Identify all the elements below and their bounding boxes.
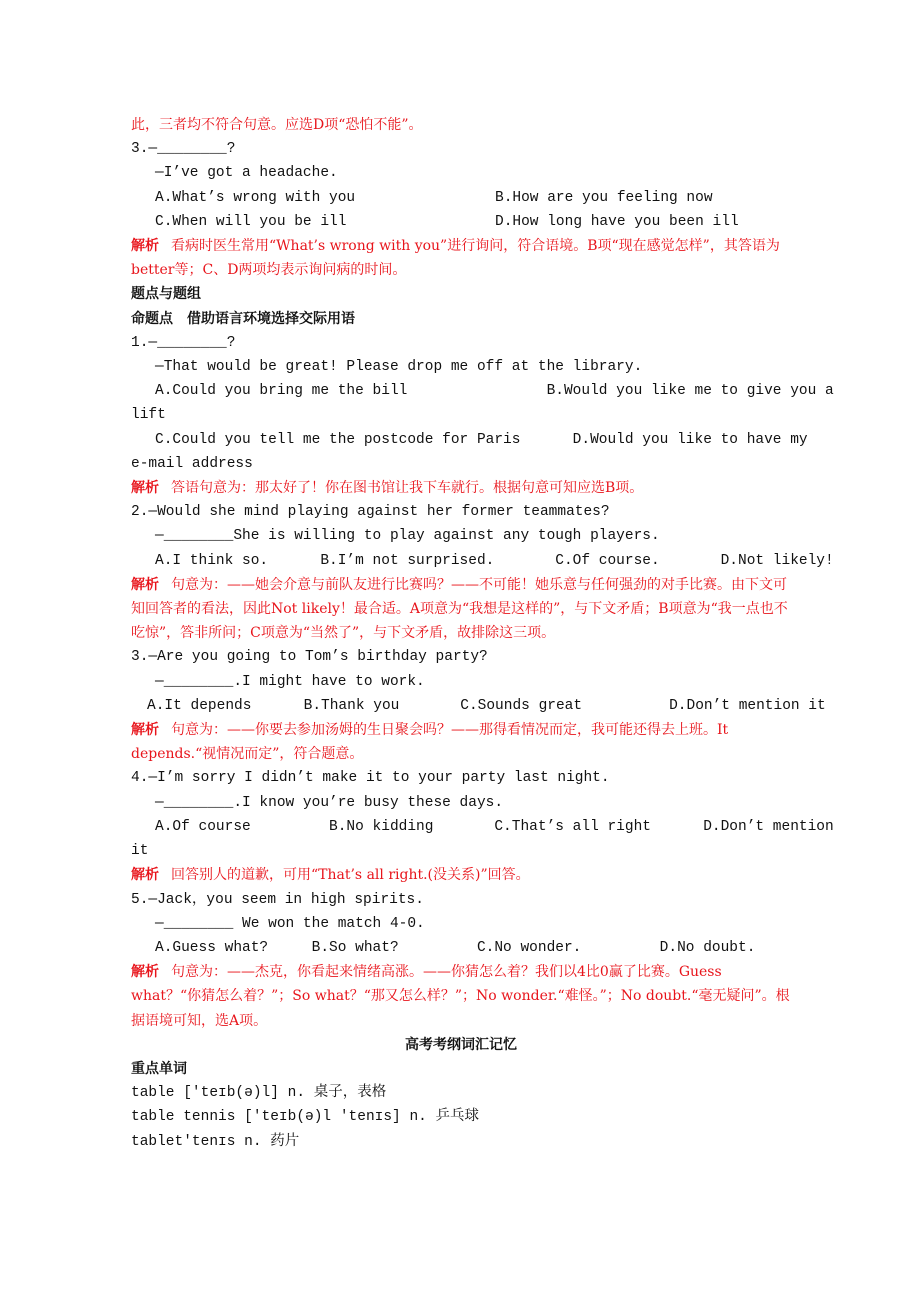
vocab-item: table ['teɪb(ə)l] n. 桌子，表格: [131, 1085, 387, 1102]
section-heading: 题点与题组: [131, 286, 201, 303]
option-a: A.What’s wrong with you: [155, 189, 356, 206]
q4-analysis: [131, 863, 791, 887]
q1-analysis: [131, 476, 791, 500]
question-3-analysis: [131, 234, 791, 282]
question-3-options-row2: [131, 210, 791, 234]
analysis-label: 解析: [131, 964, 159, 981]
q4-prompt: 4.—I’m sorry I didn’t make it to your party last night.: [131, 770, 610, 787]
analysis-label: 解析: [131, 576, 159, 593]
q5-prompt: 5.—Jack，you seem in high spirits.: [131, 891, 424, 908]
vocab-title: 高考考纲词汇记忆: [405, 1036, 517, 1053]
q2-options: A.I think so. B.I’m not surprised. C.Of course. D.Not likely!: [155, 552, 834, 569]
q1-answer: —That would be great! Please drop me off at the library.: [155, 359, 643, 376]
analysis-tail: 此，三者均不符合句意。应选D项“恐怕不能”。: [131, 117, 423, 133]
analysis-label: 解析: [131, 480, 159, 497]
q4-options-wrap: it: [131, 843, 149, 860]
analysis-text: 句意为：——杰克，你看起来情绪高涨。——你猜怎么着？我们以4比0赢了比赛。Guess what？“你猜怎么着？”；So what？“那又怎么样？”；No wonder.“难怪。”；No doubt.“毫无疑问”。根据语境可知，选A项。: [131, 964, 790, 1029]
analysis-text: 句意为：——她会介意与前队友进行比赛吗？——不可能！她乐意与任何强劲的对手比赛。由下文可知回答者的看法，因此Not likely！最合适。A项意为“我想是这样的”，与下文矛盾；B项意为“我一点也不吃惊”，答非所问；C项意为“当然了”，与下文矛盾，故排除这三项。: [131, 576, 788, 642]
q3-analysis: [131, 718, 791, 766]
document-page: [131, 113, 834, 1154]
q5-options: A.Guess what? B.So what? C.No wonder. D.No doubt.: [155, 939, 756, 956]
analysis-label: 解析: [131, 722, 159, 739]
q4-options: A.Of course B.No kidding C.That’s all right D.Don’t mention: [155, 818, 834, 835]
analysis-text: 回答别人的道歉，可用“That’s all right.(没关系)”回答。: [171, 867, 530, 884]
vocab-heading: 重点单词: [131, 1060, 187, 1077]
q4-answer: —________.I know you’re busy these days.: [155, 794, 504, 811]
q3-answer: —________.I might have to work.: [155, 673, 425, 690]
analysis-text: 答语句意为：那太好了！你在图书馆让我下车就行。根据句意可知应选B项。: [171, 480, 644, 497]
q1-options-line2: C.Could you tell me the postcode for Paris D.Would you like to have my: [155, 431, 808, 448]
option-c: C.When will you be ill: [155, 213, 347, 230]
q1-options-line1-wrap: lift: [131, 407, 166, 424]
question-3-options-row1: [131, 186, 791, 210]
analysis-text: 看病时医生常用“What’s wrong with you”进行询问，符合语境。B项“现在感觉怎样”，其答语为better等；C、D两项均表示询问病的时间。: [131, 238, 780, 279]
option-d: D.How long have you been ill: [495, 213, 739, 230]
q2-analysis: [131, 573, 791, 646]
analysis-text: 句意为：——你要去参加汤姆的生日聚会吗？——那得看情况而定，我可能还得去上班。It depends.“视情况而定”，符合题意。: [131, 722, 729, 763]
vocab-item: tablet'tenɪs n. 药片: [131, 1133, 300, 1150]
analysis-label: 解析: [131, 238, 159, 255]
q5-analysis: [131, 960, 791, 1033]
q3-options: A.It depends B.Thank you C.Sounds great D.Don’t mention it: [147, 697, 826, 714]
q1-options-line2-wrap: e-mail address: [131, 455, 253, 472]
option-b: B.How are you feeling now: [495, 189, 713, 206]
vocab-item: table tennis ['teɪb(ə)l 'tenɪs] n. 乒乓球: [131, 1109, 480, 1126]
question-3-prompt: 3.—________?: [131, 141, 236, 158]
analysis-label: 解析: [131, 867, 159, 884]
q3-prompt: 3.—Are you going to Tom’s birthday party?: [131, 649, 488, 666]
q5-answer: —________ We won the match 4-0.: [155, 915, 425, 932]
q1-options-line1: A.Could you bring me the bill B.Would you like me to give you a: [155, 383, 834, 400]
q2-answer: —________She is willing to play against any tough players.: [155, 528, 660, 545]
q2-prompt: 2.—Would she mind playing against her former teammates?: [131, 504, 610, 521]
q1-prompt: 1.—________?: [131, 334, 236, 351]
section-sub-heading: 命题点 借助语言环境选择交际用语: [131, 310, 355, 327]
question-3-answer: —I’ve got a headache.: [155, 165, 338, 182]
